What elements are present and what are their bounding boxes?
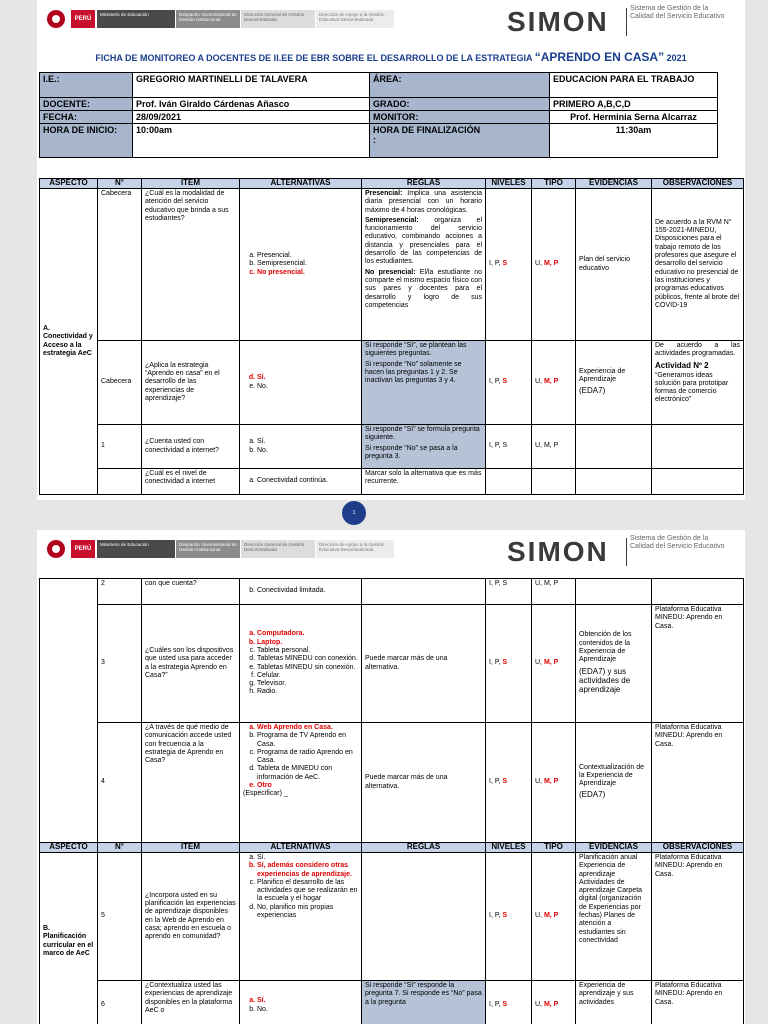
page-number-badge: 1 bbox=[342, 501, 366, 525]
aspect-b: B. Planificación curricular en el marco de AeC bbox=[40, 853, 98, 1024]
evidence: Contextualización de la Experiencia de Aprendizaje (EDA7) bbox=[576, 723, 652, 843]
alternatives: a. Sí. b. Sí, además considero otras experiencias de aprendizaje. c. Planifico el desarrollo de las actividades que se realizarán en la escuela y el hogar d. No, planifico mis propias experiencias bbox=[240, 853, 362, 981]
col-observaciones: OBSERVACIONES bbox=[652, 179, 744, 189]
evidence: Planificación anual Experiencia de aprendizaje Actividades de aprendizaje Carpeta digital (organización de Experiencias por fechas) Planes de atención a estudiantes sin conectividad bbox=[576, 853, 652, 981]
evidence bbox=[576, 469, 652, 495]
observations: Plataforma Educativa MINEDU: Aprendo en Casa. bbox=[652, 605, 744, 723]
peru-logo: PERÚ bbox=[71, 540, 95, 558]
col-item: ITEM bbox=[142, 843, 240, 853]
observations bbox=[652, 469, 744, 495]
item-text: ¿Cuenta usted con conectividad a internet? bbox=[142, 425, 240, 469]
col-aspecto: ASPECTO bbox=[40, 179, 98, 189]
col-aspecto: ASPECTO bbox=[40, 843, 98, 853]
simon-subtitle: Sistema de Gestión de la Calidad del Servicio Educativo bbox=[630, 535, 725, 550]
rules: Si responde “Sí” responde la pregunta 7. Si responde es “No” pasa a la pregunta bbox=[362, 981, 486, 1024]
row-number: Cabecera bbox=[98, 189, 142, 341]
col-niveles: NIVELES bbox=[486, 843, 532, 853]
row-number bbox=[98, 469, 142, 495]
observations: Plataforma Educativa MINEDU: Aprendo en Casa. bbox=[652, 723, 744, 843]
simon-divider bbox=[626, 8, 627, 36]
levels: I, P, S bbox=[486, 605, 532, 723]
col-niveles: NIVELES bbox=[486, 179, 532, 189]
col-numero: N° bbox=[98, 843, 142, 853]
levels: I, P, S bbox=[486, 189, 532, 341]
hora-inicio-value: 10:00am bbox=[133, 124, 370, 158]
fecha-value: 28/09/2021 bbox=[133, 111, 370, 124]
simon-logo: SIMON bbox=[507, 6, 609, 37]
ie-value: GREGORIO MARTINELLI DE TALAVERA bbox=[133, 73, 370, 98]
monitoring-table-1 bbox=[39, 178, 744, 495]
ie-label: I.E.: bbox=[40, 73, 133, 98]
alternatives: a. Sí. b. No. bbox=[240, 981, 362, 1024]
item-text: ¿Aplica la estrategia “Aprendo en casa” en el desarrollo de las experiencias de aprendizaje? bbox=[142, 341, 240, 425]
simon-divider bbox=[626, 538, 627, 566]
type: U, M, P bbox=[532, 341, 576, 425]
alternatives: d. Sí. e. No. bbox=[240, 341, 362, 425]
levels bbox=[486, 469, 532, 495]
observations bbox=[652, 579, 744, 605]
evidence bbox=[576, 579, 652, 605]
aspect-a-continued bbox=[40, 579, 98, 843]
rules: Puede marcar más de una alternativa. bbox=[362, 605, 486, 723]
observations: Plataforma Educativa MINEDU: Aprendo en Casa. bbox=[652, 853, 744, 981]
fecha-label: FECHA: bbox=[40, 111, 133, 124]
rules: Presencial: Implica una asistencia diaria presencial con un horario máximo de 4 horas cronológicas. Semipresencial: organiza el funcionamiento del servicio educativo, combinando acciones a distancia y presenciales para el desarrollo de las competencias de los estudiantes. No presencial: El/la estudiante no comparte el mismo espacio físico con sus pares y docentes para el desarrollo y logro de sus competencias bbox=[362, 189, 486, 341]
type: U, M, P bbox=[532, 579, 576, 605]
page-2 bbox=[37, 530, 745, 1024]
simon-logo: SIMON bbox=[507, 536, 609, 567]
type bbox=[532, 469, 576, 495]
type: U, M, P bbox=[532, 981, 576, 1024]
page-header bbox=[37, 530, 745, 578]
dept-block-2: Dirección General de Gestión Descentralizada bbox=[241, 10, 315, 28]
docente-value: Prof. Iván Giraldo Cárdenas Añasco bbox=[133, 98, 370, 111]
observations: De acuerdo a las actividades programadas. Actividad Nº 2 “Generamos ideas solución para prototipar formas de comercio electrónico” bbox=[652, 341, 744, 425]
evidence: Experiencia de Aprendizaje (EDA7) bbox=[576, 341, 652, 425]
rules: Puede marcar más de una alternativa. bbox=[362, 723, 486, 843]
col-tipo: TIPO bbox=[532, 843, 576, 853]
levels: I, P, S bbox=[486, 853, 532, 981]
evidence: Plan del servicio educativo bbox=[576, 189, 652, 341]
alternatives: a. Web Aprendo en Casa. b. Programa de TV Aprendo en Casa. c. Programa de radio Aprendo en Casa. d. Tableta de MINEDU con información de AeC. e. Otro (Especificar) _ bbox=[240, 723, 362, 843]
table-row bbox=[40, 579, 744, 605]
col-reglas: REGLAS bbox=[362, 179, 486, 189]
col-tipo: TIPO bbox=[532, 179, 576, 189]
levels: I, P, S bbox=[486, 341, 532, 425]
peru-crest-icon bbox=[47, 10, 65, 28]
area-label: ÁREA: bbox=[370, 73, 550, 98]
col-alternativas: ALTERNATIVAS bbox=[240, 179, 362, 189]
table-row bbox=[40, 723, 744, 843]
rules bbox=[362, 579, 486, 605]
table-row bbox=[40, 853, 744, 981]
row-number: 5 bbox=[98, 853, 142, 981]
row-number: 1 bbox=[98, 425, 142, 469]
dept-block-1: Despacho Viceministerial de Gestión Institucional bbox=[176, 10, 240, 28]
item-text: ¿Incorpora usted en su planificación las experiencias de aprendizaje disponibles en la Web de Aprendo en casa; aprendo en escuela o aprendo en comunidad? bbox=[142, 853, 240, 981]
dept-block-2: Dirección General de Gestión Descentralizada bbox=[241, 540, 315, 558]
rules: Marcar solo la alternativa que es más recurrente. bbox=[362, 469, 486, 495]
col-evidencias: EVIDENCIAS bbox=[576, 179, 652, 189]
levels: I, P, S bbox=[486, 579, 532, 605]
peru-crest-icon bbox=[47, 540, 65, 558]
page-1 bbox=[37, 0, 745, 500]
row-number: 6 bbox=[98, 981, 142, 1024]
type: U, M, P bbox=[532, 723, 576, 843]
alternatives: a. Computadora. b. Laptop. c. Tableta personal. d. Tabletas MINEDU con conexión. e. Tabletas MINEDU sin conexión. f. Celular. g. Televisor. h. Radio. bbox=[240, 605, 362, 723]
table-row bbox=[40, 605, 744, 723]
type: U, M, P bbox=[532, 425, 576, 469]
item-text: ¿Cuál es la modalidad de atención del servicio educativo que brinda a sus estudiantes? bbox=[142, 189, 240, 341]
col-observaciones: OBSERVACIONES bbox=[652, 843, 744, 853]
row-number: 2 bbox=[98, 579, 142, 605]
hora-inicio-label: HORA DE INICIO: bbox=[40, 124, 133, 158]
peru-logo: PERÚ bbox=[71, 10, 95, 28]
item-text: con que cuenta? bbox=[142, 579, 240, 605]
item-text: ¿Cuál es el nivel de conectividad a internet bbox=[142, 469, 240, 495]
observations bbox=[652, 425, 744, 469]
aspect-a: A. Conectividad y Acceso a la estrategia AeC bbox=[40, 189, 98, 495]
col-alternativas: ALTERNATIVAS bbox=[240, 843, 362, 853]
item-text: ¿Contextualiza usted las experiencias de aprendizaje disponibles en la plataforma AeC o bbox=[142, 981, 240, 1024]
col-numero: N° bbox=[98, 179, 142, 189]
observations: De acuerdo a la RVM N° 155-2021-MINEDU, Disposiciones para el trabajo remoto de los profesores que asegure el desarrollo del servicio educativo no presencial de las instituciones y programas educativos públicos, frente al brote del COVID-19 bbox=[652, 189, 744, 341]
page-header bbox=[37, 0, 745, 48]
table-row bbox=[40, 469, 744, 495]
alternatives: b. Conectividad limitada. bbox=[240, 579, 362, 605]
alternatives: a. Presencial. b. Semipresencial. c. No presencial. bbox=[240, 189, 362, 341]
rules: Si responde “Sí” se formula pregunta siguiente. Si responde “No” se pasa a la pregunta 3. bbox=[362, 425, 486, 469]
ministry-block: Ministerio de Educación bbox=[97, 10, 175, 28]
rules bbox=[362, 853, 486, 981]
page-title: FICHA DE MONITOREO A DOCENTES DE II.EE DE EBR SOBRE EL DESARROLLO DE LA ESTRATEGIA “APRENDO EN CASA” 2021 bbox=[95, 50, 687, 64]
observations: Plataforma Educativa MINEDU: Aprendo en Casa. bbox=[652, 981, 744, 1024]
simon-subtitle: Sistema de Gestión de la Calidad del Servicio Educativo bbox=[630, 5, 725, 20]
dept-block-1: Despacho Viceministerial de Gestión Institucional bbox=[176, 540, 240, 558]
table-row bbox=[40, 341, 744, 425]
row-number: 4 bbox=[98, 723, 142, 843]
item-text: ¿A través de qué medio de comunicación accede usted con frecuencia a la estrategia de Aprendo en Casa? bbox=[142, 723, 240, 843]
alternatives: a. Sí. b. No. bbox=[240, 425, 362, 469]
evidence bbox=[576, 425, 652, 469]
type: U, M, P bbox=[532, 189, 576, 341]
levels: I, P, S bbox=[486, 425, 532, 469]
monitoring-table-2 bbox=[39, 578, 744, 1024]
rules: Si responde “Sí”, se plantean las siguientes preguntas. Si responde “No” solamente se hacen las preguntas 1 y 2. Se inactivan las preguntas 3 y 4. bbox=[362, 341, 486, 425]
col-item: ITEM bbox=[142, 179, 240, 189]
table-row bbox=[40, 425, 744, 469]
ministry-block: Ministerio de Educación bbox=[97, 540, 175, 558]
hora-fin-value: 11:30am bbox=[550, 124, 718, 158]
row-number: 3 bbox=[98, 605, 142, 723]
dept-block-3: Dirección de Apoyo a la Gestión Educativa Descentralizada bbox=[316, 540, 394, 558]
area-value: EDUCACION PARA EL TRABAJO bbox=[550, 73, 718, 98]
grado-value: PRIMERO A,B,C,D bbox=[550, 98, 718, 111]
monitor-label: MONITOR: bbox=[370, 111, 550, 124]
levels: I, P, S bbox=[486, 723, 532, 843]
alternatives: a. Conectividad continúa. bbox=[240, 469, 362, 495]
dept-block-3: Dirección de Apoyo a la Gestión Educativa Descentralizada bbox=[316, 10, 394, 28]
docente-label: DOCENTE: bbox=[40, 98, 133, 111]
monitor-value: Prof. Herminia Serna Alcarraz bbox=[550, 111, 718, 124]
type: U, M, P bbox=[532, 853, 576, 981]
item-text: ¿Cuáles son los dispositivos que usted usa para acceder a la estrategia Aprendo en Casa?” bbox=[142, 605, 240, 723]
levels: I, P, S bbox=[486, 981, 532, 1024]
table-row bbox=[40, 189, 744, 341]
col-evidencias: EVIDENCIAS bbox=[576, 843, 652, 853]
evidence: Experiencia de aprendizaje y sus actividades bbox=[576, 981, 652, 1024]
row-number: Cabecera bbox=[98, 341, 142, 425]
grado-label: GRADO: bbox=[370, 98, 550, 111]
col-reglas: REGLAS bbox=[362, 843, 486, 853]
info-table bbox=[39, 72, 718, 158]
table-row bbox=[40, 981, 744, 1024]
type: U, M, P bbox=[532, 605, 576, 723]
evidence: Obtención de los contenidos de la Experiencia de Aprendizaje (EDA7) y sus actividades de aprendizaje bbox=[576, 605, 652, 723]
hora-fin-label: HORA DE FINALIZACIÓN : bbox=[370, 124, 550, 158]
